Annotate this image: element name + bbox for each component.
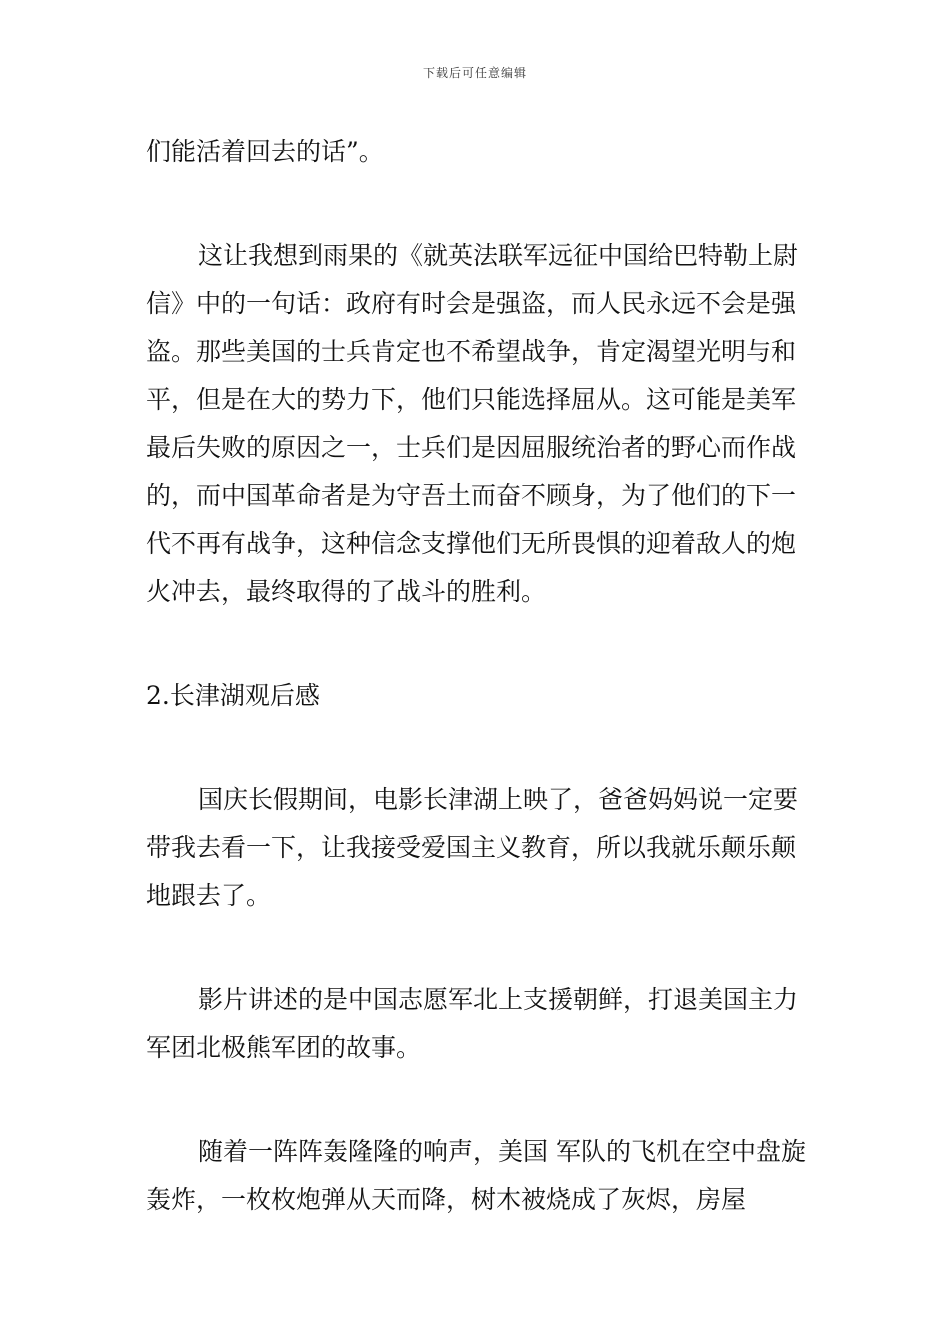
paragraph-national-day: 国庆长假期间，电影长津湖上映了，爸爸妈妈说一定要带我去看一下，让我接受爱国主义教育，所以我就乐颠乐颠地跟去了。 [146, 785, 799, 910]
paragraph-continuation: 们能活着回去的话”。 [146, 137, 384, 166]
paragraph-gap [146, 720, 811, 776]
page-header: 下载后可任意编辑 [422, 66, 527, 80]
document-body [146, 128, 811, 1224]
paragraph-gap [146, 1072, 811, 1128]
paragraph-gap [146, 616, 811, 672]
paragraph-bombing: 随着一阵阵轰隆隆的响声，美国 军队的飞机在空中盘旋轰炸，一枚枚炮弹从天而降，树木被烧成了灰烬，房屋 [146, 1137, 806, 1214]
section-heading: 2.长津湖观后感 [146, 681, 320, 710]
paragraph-gap [146, 176, 811, 232]
paragraph-hugo-quote: 这让我想到雨果的《就英法联军远征中国给巴特勒上尉信》中的一句话：政府有时会是强盗，而人民永远不会是强盗。那些美国的士兵肯定也不希望战争，肯定渴望光明与和平，但是在大的势力下，他们只能选择屈从。这可能是美军最后失败的原因之一，士兵们是因屈服统治者的野心而作战的，而中国革命者是为守吾土而奋不顾身，为了他们的下一代不再有战争，这种信念支撑他们无所畏惧的迎着敌人的炮火冲去，最终取得的了战斗的胜利。 [146, 241, 799, 606]
paragraph-film-story: 影片讲述的是中国志愿军北上支援朝鲜，打退美国主力军团北极熊军团的故事。 [146, 985, 799, 1062]
paragraph-gap [146, 920, 811, 976]
